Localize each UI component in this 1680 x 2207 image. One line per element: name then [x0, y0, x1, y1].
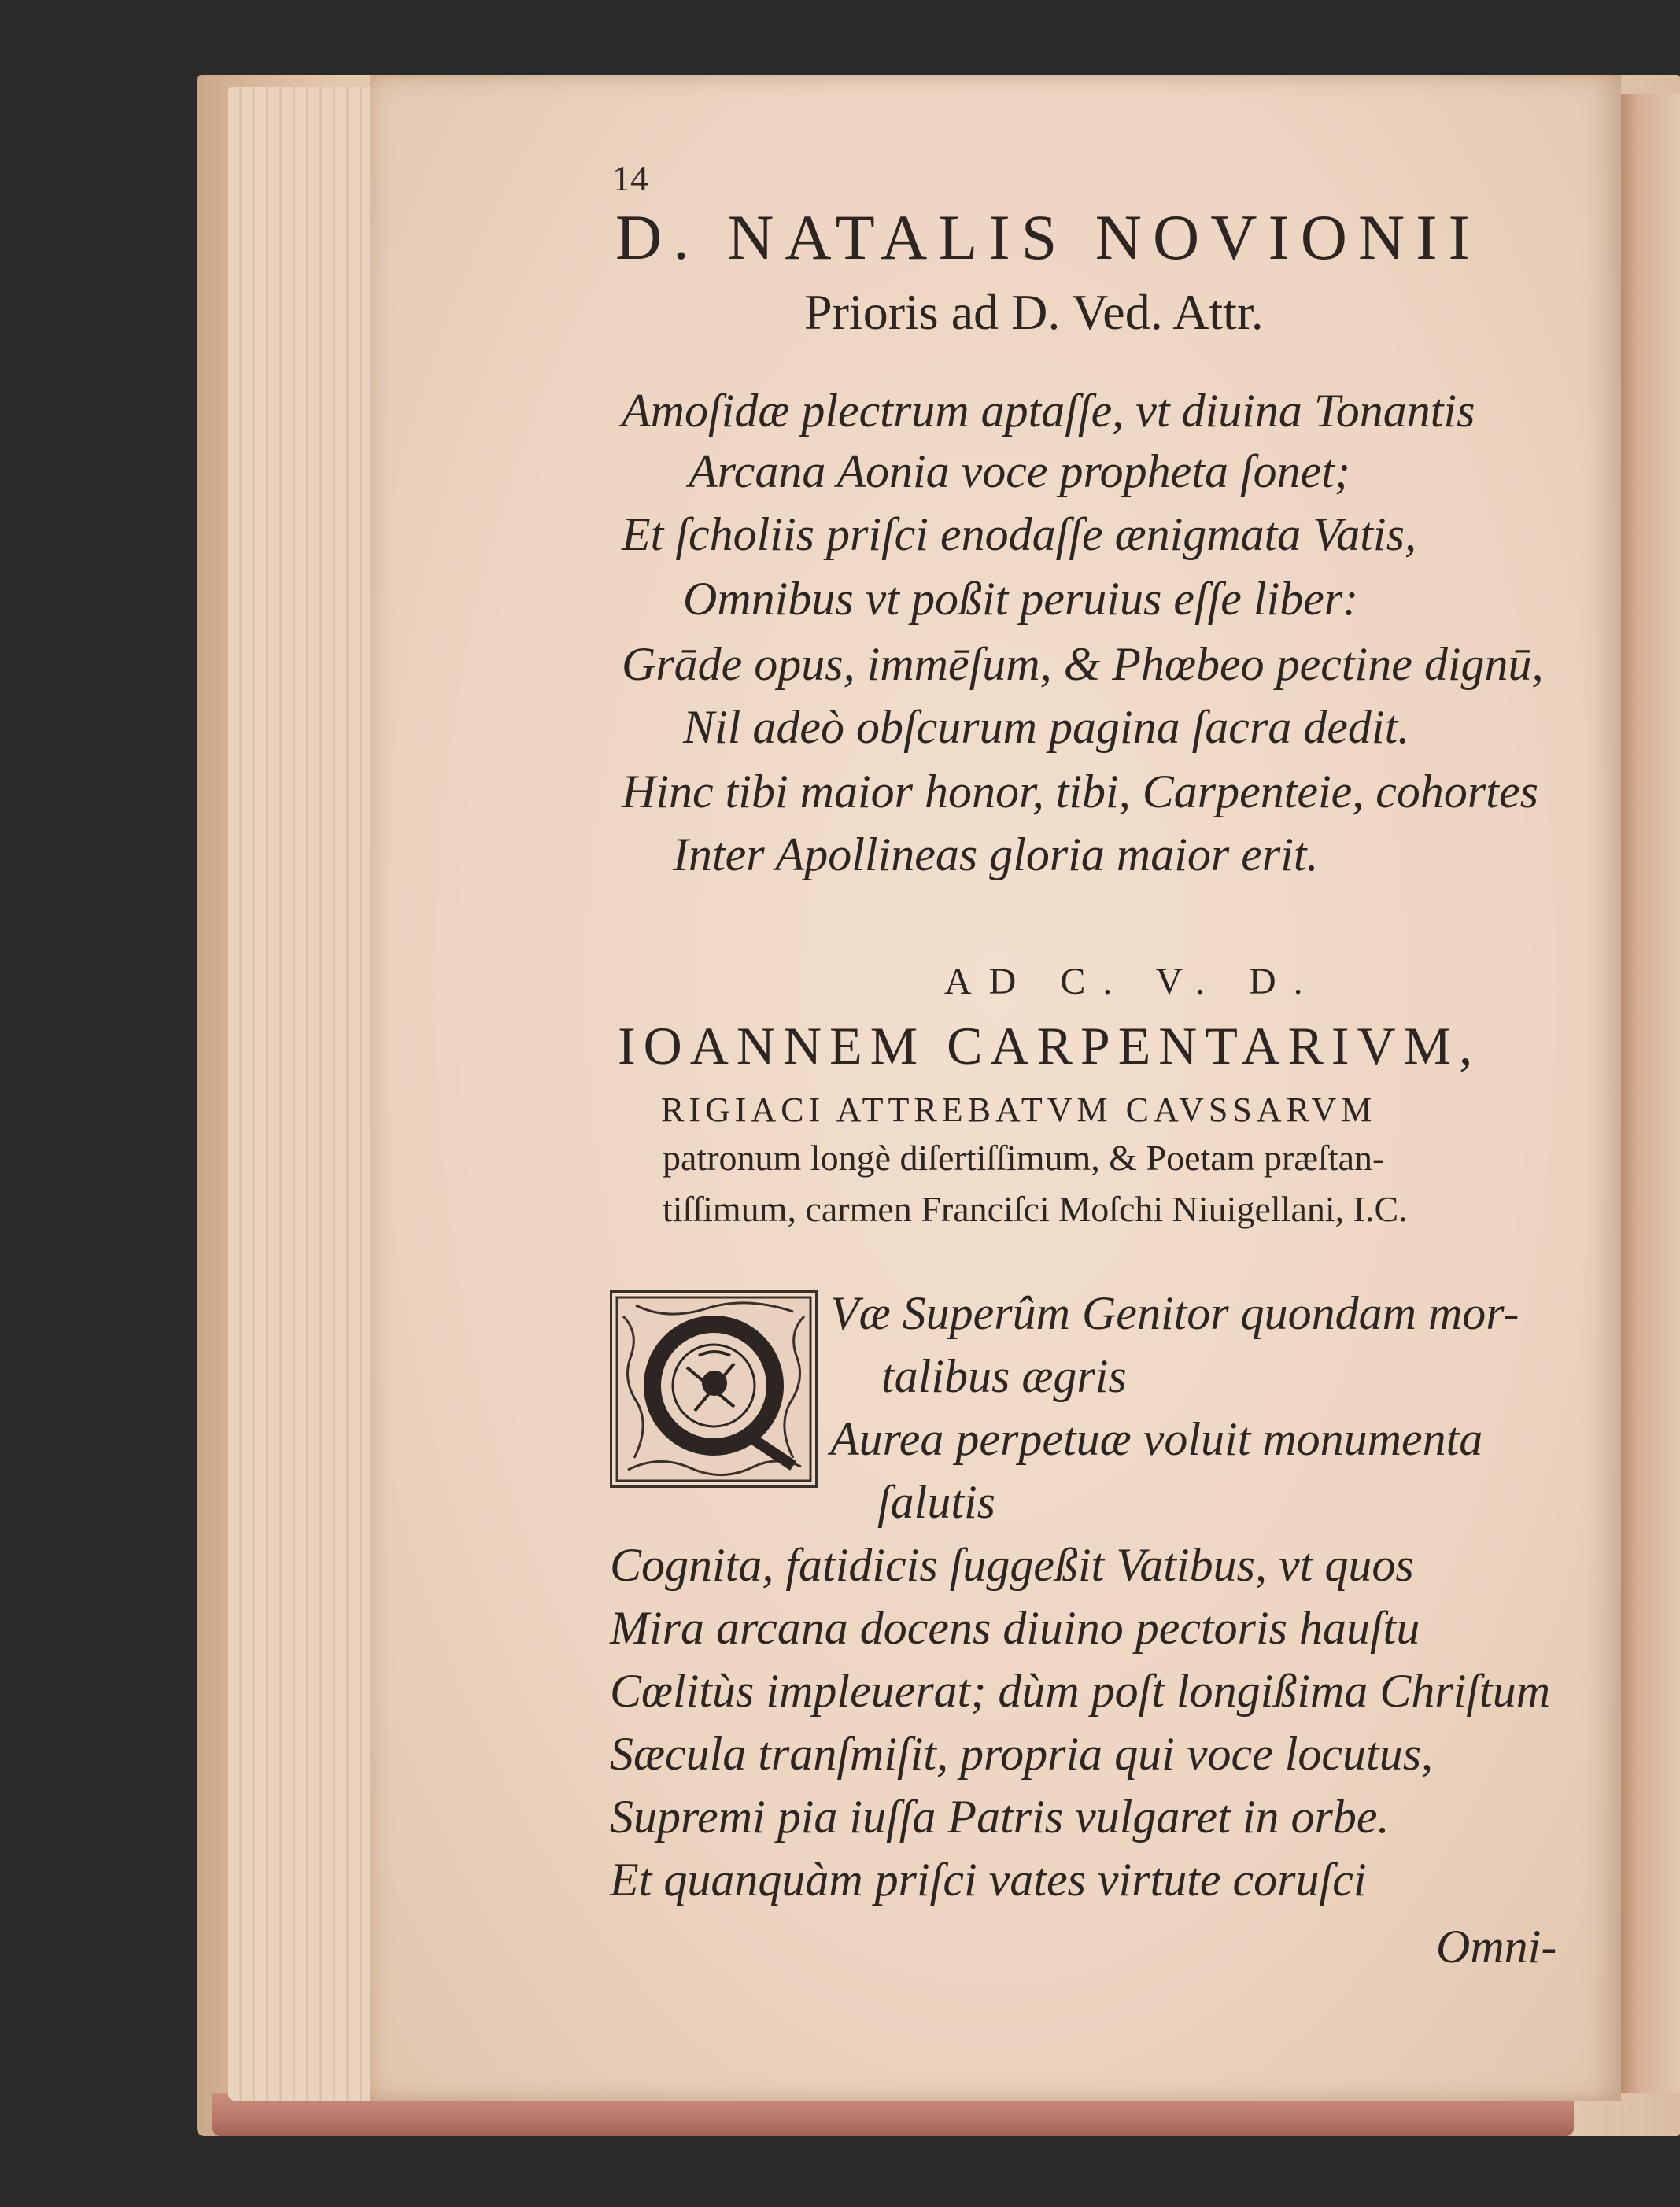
poem2-line: ſalutis	[877, 1476, 996, 1528]
poem2-line: Cognita, fatidicis ſuggeßit Vatibus, vt quos	[610, 1539, 1414, 1591]
dedication-name: IOANNEM CARPENTARIVM,	[618, 1016, 1481, 1076]
poem2-line: Sæcula tranſmiſit, propria qui voce locutus,	[610, 1728, 1434, 1780]
dedication-ad: AD C. V. D.	[944, 961, 1320, 1002]
poem1-line: Nil adeò obſcurum pagina ſacra dedit.	[683, 701, 1410, 753]
facing-page-edge	[1621, 94, 1680, 2093]
page-number: 14	[612, 158, 648, 198]
page-stack-edge	[228, 87, 378, 2101]
poem1-line: Grāde opus, immēſum, & Phœbeo pectine dignū,	[622, 638, 1544, 690]
dedication-line: RIGIACI ATTREBATVM CAVSSARVM	[661, 1091, 1377, 1129]
poem1-line: Hinc tibi maior honor, tibi, Carpenteie, cohortes	[622, 766, 1538, 817]
heading-subtitle: Prioris ad D. Ved. Attr.	[804, 284, 1264, 340]
poem2-line: Et quanquàm priſci vates virtute coruſci	[610, 1854, 1367, 1906]
poem2-line: Supremi pia iuſſa Patris vulgaret in orbe.	[610, 1791, 1390, 1843]
poem1-line: Omnibus vt poßit peruius eſſe liber:	[683, 573, 1359, 625]
decorated-initial-q-icon	[610, 1290, 818, 1488]
poem2-line: talibus ægris	[881, 1350, 1127, 1402]
poem1-line: Et ſcholiis priſci enodaſſe ænigmata Vatis,	[622, 508, 1416, 560]
poem1-line: Arcana Aonia voce propheta ſonet;	[689, 445, 1350, 497]
poem2-line: Væ Superûm Genitor quondam mor-	[830, 1287, 1519, 1339]
catchword: Omni-	[1436, 1921, 1557, 1973]
dedication-line: tiſſimum, carmen Franciſci Moſchi Niuigellani, I.C.	[663, 1189, 1408, 1229]
poem1-line: Inter Apollineas gloria maior erit.	[673, 829, 1319, 880]
poem2-line: Cœlitùs impleuerat; dùm poſt longißima Chriſtum	[610, 1665, 1551, 1717]
poem1-line: Amoſidæ plectrum aptaſſe, vt diuina Tonantis	[622, 385, 1475, 437]
dedication-line: patronum longè diſertiſſimum, & Poetam præſtan-	[663, 1138, 1385, 1178]
poem2-line: Aurea perpetuæ voluit monumenta	[830, 1413, 1483, 1465]
heading-author: D. NATALIS NOVIONII	[615, 201, 1481, 273]
poem2-line: Mira arcana docens diuino pectoris hauſtu	[610, 1602, 1420, 1654]
